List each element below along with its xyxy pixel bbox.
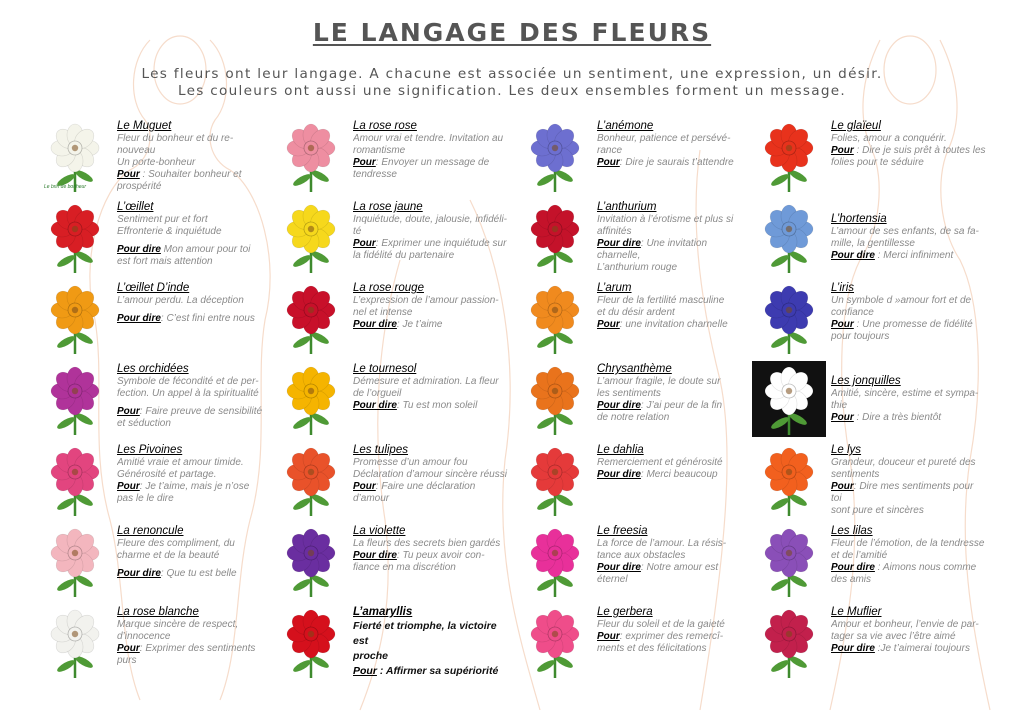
calla-icon — [518, 280, 592, 356]
flower-meaning: Fierté et triomphe, la victoire est proche — [353, 620, 497, 662]
flower-photo — [518, 118, 592, 194]
flower-text — [597, 199, 748, 274]
flower-photo — [38, 199, 112, 275]
flower-message — [597, 400, 748, 424]
message-text: : Dire mes sentiments pour toi sont pure et sincères — [831, 481, 974, 516]
flower-text — [353, 604, 514, 679]
anemone-icon — [518, 118, 592, 194]
flower-name: Le tournesol — [353, 363, 417, 375]
orchid-icon — [38, 361, 112, 437]
message-text: : Faire une déclaration d’amour — [353, 481, 476, 504]
flower-entry — [38, 604, 270, 685]
pour-label: Pour dire — [353, 550, 397, 561]
amaryllis-icon — [274, 604, 348, 680]
gladiolus-icon — [752, 118, 826, 194]
flower-entry — [752, 442, 986, 523]
flower-message — [831, 481, 986, 517]
flower-message — [353, 157, 514, 181]
flower-photo — [274, 118, 348, 194]
message-text: : Notre amour est éternel — [597, 562, 719, 585]
muguet-caption: Le brin de bonheur — [44, 184, 86, 190]
intro-text — [0, 66, 1024, 100]
lily-of-the-valley-icon — [38, 118, 112, 194]
pour-label: Pour dire — [597, 469, 641, 480]
flower-name: Le Muguet — [117, 120, 172, 132]
flower-name: Les Pivoines — [117, 444, 183, 456]
flower-meaning: Inquiétude, doute, jalousie, infidéli- té — [353, 214, 507, 237]
flower-text — [117, 118, 270, 193]
flower-name: La rose blanche — [117, 606, 199, 618]
pour-label: Pour dire — [831, 643, 875, 654]
flower-meaning: Remerciement et générosité — [597, 457, 723, 468]
message-text: : Affirmer sa supériorité — [376, 665, 499, 677]
pour-label: Pour dire — [597, 400, 641, 411]
flower-text — [831, 118, 986, 169]
flower-photo — [518, 361, 592, 437]
pour-label: Pour dire — [353, 319, 397, 330]
flower-meaning: Un symbole d »amour fort et de confiance — [831, 295, 972, 318]
flower-message — [117, 568, 270, 580]
flower-entry — [38, 523, 270, 604]
pour-label: Pour — [117, 643, 140, 654]
flower-name: Le lys — [831, 444, 862, 456]
message-text: : Une invitation charnelle, L’anthurium rouge — [597, 238, 708, 273]
flower-photo — [752, 361, 826, 437]
message-text: : Dire je saurais t’attendre — [619, 157, 734, 168]
flower-meaning: L’expression de l’amour passion- nel et intense — [353, 295, 499, 318]
flower-text — [353, 280, 514, 331]
flower-name: La rose rose — [353, 120, 417, 132]
flower-name: L’arum — [597, 282, 632, 294]
flower-message — [117, 169, 270, 193]
pour-label: Pour — [117, 481, 140, 492]
flower-photo — [38, 442, 112, 518]
flower-photo — [274, 280, 348, 356]
dahlia-icon — [518, 442, 592, 518]
intro-line-1: Les fleurs ont leur langage. A chacune est associée un sentiment, une expression, un désir. — [141, 66, 883, 82]
flower-text — [831, 361, 986, 424]
flower-meaning: Démesure et admiration. La fleur de l’orgueil — [353, 376, 499, 399]
flower-text — [353, 361, 514, 412]
flower-meaning: Fleure des compliment, du charme et de la beauté — [117, 538, 235, 561]
lilac-icon — [752, 523, 826, 599]
flower-grid — [38, 118, 988, 688]
flower-entry — [38, 361, 270, 442]
flower-name: La violette — [353, 525, 406, 537]
flower-message — [117, 406, 270, 430]
pour-label: Pour dire — [117, 313, 161, 324]
flower-text — [353, 523, 514, 574]
flower-name: Le glaïeul — [831, 120, 881, 132]
anthurium-icon — [518, 199, 592, 275]
flower-meaning: L’amour fragile, le doute sur les sentiments — [597, 376, 721, 399]
pour-label: Pour — [597, 319, 620, 330]
flower-message — [353, 319, 514, 331]
flower-photo — [274, 199, 348, 275]
flower-message — [831, 412, 986, 424]
gerbera-icon — [518, 604, 592, 680]
flower-meaning: Amitié vraie et amour timide. Générosité et partage. — [117, 457, 244, 480]
flower-photo — [38, 361, 112, 437]
pour-label: Pour — [353, 157, 376, 168]
flower-entry — [38, 442, 270, 523]
flower-photo — [752, 442, 826, 518]
flower-name: L’œillet — [117, 201, 154, 213]
flower-meaning: Symbole de fécondité et de per- fection. Un appel à la spiritualité — [117, 376, 259, 399]
flower-photo — [752, 523, 826, 599]
flower-message — [831, 643, 986, 655]
pour-label: Pour dire — [831, 250, 875, 261]
flower-text — [597, 280, 748, 331]
red-rose-icon — [274, 280, 348, 356]
flower-message — [597, 469, 748, 481]
flower-meaning: Marque sincère de respect, d’innocence — [117, 619, 239, 642]
flower-name: Le gerbera — [597, 606, 653, 618]
flower-message — [597, 319, 748, 331]
pour-label: Pour — [597, 157, 620, 168]
flower-name: L’anémone — [597, 120, 654, 132]
flower-entry — [274, 442, 514, 523]
lily-icon — [752, 442, 826, 518]
message-text: : Tu est mon soleil — [396, 400, 478, 411]
flower-message — [831, 562, 986, 586]
flower-text — [117, 523, 270, 580]
flower-name: Chrysanthème — [597, 363, 672, 375]
flower-message — [353, 400, 514, 412]
flower-meaning: Fleur du bonheur et du re- nouveau Un porte-bonheur — [117, 133, 234, 168]
message-text: : Dire a très bientôt — [853, 412, 942, 423]
flower-name: La rose jaune — [353, 201, 423, 213]
flower-entry — [274, 118, 514, 199]
flower-entry — [752, 199, 986, 280]
flower-entry — [518, 604, 748, 685]
flower-message — [353, 550, 514, 574]
flower-entry — [518, 199, 748, 280]
flower-entry — [274, 361, 514, 442]
flower-meaning: Grandeur, douceur et pureté des sentiments — [831, 457, 976, 480]
message-text: : une invitation charnelle — [619, 319, 728, 330]
flower-message — [597, 238, 748, 274]
flower-entry — [518, 280, 748, 361]
page-title: LE LANGAGE DES FLEURS — [312, 18, 712, 47]
flower-text — [831, 199, 986, 262]
flower-meaning: Promesse d’un amour fou Déclaration d’amour sincère réussi — [353, 457, 507, 480]
flower-message — [117, 313, 270, 325]
flower-photo — [752, 199, 826, 275]
pour-label: Pour — [831, 481, 854, 492]
flower-entry — [518, 523, 748, 604]
flower-text — [831, 523, 986, 586]
flower-message — [353, 664, 514, 679]
flower-text — [597, 604, 748, 655]
message-text: : J’ai peur de la fin de notre relation — [597, 400, 723, 423]
white-rose-icon — [38, 604, 112, 680]
flower-text — [597, 118, 748, 169]
flower-text — [831, 604, 986, 655]
flower-text — [117, 280, 270, 325]
flower-message — [117, 481, 270, 505]
flower-name: L’amaryllis — [353, 606, 413, 618]
narcissus-icon — [752, 361, 826, 437]
flower-photo — [274, 523, 348, 599]
flower-name: L’anthurium — [597, 201, 657, 213]
flower-name: L’œillet D’inde — [117, 282, 190, 294]
flower-entry — [752, 604, 986, 685]
message-text: : Merci beaucoup — [640, 469, 718, 480]
flower-photo — [752, 280, 826, 356]
pink-rose-icon — [274, 118, 348, 194]
violet-icon — [274, 523, 348, 599]
pour-label: Pour dire — [831, 562, 875, 573]
flower-meaning: La fleurs des secrets bien gardés — [353, 538, 501, 549]
flower-text — [353, 118, 514, 181]
flower-photo — [518, 523, 592, 599]
pour-label: Pour — [117, 169, 140, 180]
peony-icon — [38, 442, 112, 518]
message-text: :Je t’aimerai toujours — [874, 643, 970, 654]
flower-text — [117, 604, 270, 667]
message-text: : Que tu est belle — [160, 568, 237, 579]
message-text: : Envoyer un message de tendresse — [353, 157, 490, 180]
carnation-icon — [38, 199, 112, 275]
flower-text — [831, 442, 986, 517]
pour-label: Pour — [353, 481, 376, 492]
flower-message — [831, 145, 986, 169]
flower-entry — [752, 118, 986, 199]
flower-name: L’hortensia — [831, 213, 887, 225]
flower-entry — [274, 199, 514, 280]
message-text: : Aimons nous comme des amis — [831, 562, 977, 585]
flower-name: Le dahlia — [597, 444, 644, 456]
flower-photo — [274, 442, 348, 518]
message-text: : Souhaiter bonheur et prospérité — [117, 169, 242, 192]
message-text: : Dire je suis prêt à toutes les folies pour te séduire — [831, 145, 986, 168]
flower-entry — [752, 523, 986, 604]
message-text: : Faire preuve de sensibilité et séduction — [117, 406, 263, 429]
flower-meaning: Fleur de l’émotion, de la tendresse et de l’amitié — [831, 538, 985, 561]
flower-entry — [518, 361, 748, 442]
flower-photo — [38, 604, 112, 680]
message-text: : Merci infiniment — [874, 250, 954, 261]
flower-meaning: Folies, amour a conquérir. — [831, 133, 947, 144]
pour-label: Pour dire — [117, 244, 161, 255]
flower-entry — [38, 118, 270, 199]
iris-icon — [752, 280, 826, 356]
flower-message — [597, 562, 748, 586]
pour-label: Pour dire — [597, 562, 641, 573]
flower-message — [353, 481, 514, 505]
flower-photo — [518, 280, 592, 356]
flower-text — [117, 442, 270, 505]
hydrangea-icon — [752, 199, 826, 275]
flower-entry — [38, 280, 270, 361]
flower-name: Les orchidées — [117, 363, 189, 375]
flower-meaning: Fleur du soleil et de la gaieté — [597, 619, 725, 630]
flower-photo — [752, 604, 826, 680]
flower-name: Les jonquilles — [831, 375, 901, 387]
flower-name: La rose rouge — [353, 282, 424, 294]
flower-meaning: Sentiment pur et fort Effronterie & inquiétude — [117, 214, 222, 237]
pour-label: Pour dire — [117, 568, 161, 579]
message-text: : Je t’aime, mais je n’ose pas le le dire — [117, 481, 250, 504]
flower-message — [117, 643, 270, 667]
flower-entry — [518, 118, 748, 199]
pour-label: Pour — [597, 631, 620, 642]
sunflower-icon — [274, 361, 348, 437]
freesia-icon — [518, 523, 592, 599]
message-text: : Une promesse de fidélité pour toujours — [831, 319, 973, 342]
message-text: Mon amour pour toi est fort mais attention — [117, 244, 251, 267]
flower-meaning: La force de l’amour. La résis- tance aux obstacles — [597, 538, 727, 561]
flower-name: L’iris — [831, 282, 855, 294]
flower-meaning: Amitié, sincère, estime et sympa- thie — [831, 388, 979, 411]
flower-entry — [752, 361, 986, 442]
flower-entry — [274, 280, 514, 361]
flower-name: La renoncule — [117, 525, 184, 537]
message-text: : Exprimer une inquiétude sur la fidélité du partenaire — [353, 238, 507, 261]
message-text: : exprimer des remercî- ments et des félicitations — [597, 631, 724, 654]
flower-message — [831, 319, 986, 343]
pour-label: Pour dire — [353, 400, 397, 411]
message-text: : Exprimer des sentiments purs — [117, 643, 256, 666]
pour-label: Pour — [831, 412, 854, 423]
flower-entry — [274, 604, 514, 685]
flower-photo — [518, 442, 592, 518]
flower-photo — [518, 604, 592, 680]
pour-label: Pour — [353, 665, 377, 677]
chrysanthemum-icon — [518, 361, 592, 437]
intro-line-2: Les couleurs ont aussi une signification. Les deux ensembles forment un message. — [177, 83, 847, 99]
marigold-icon — [38, 280, 112, 356]
pour-label: Pour — [353, 238, 376, 249]
flower-message — [597, 631, 748, 655]
flower-message — [117, 244, 270, 268]
pour-label: Pour — [831, 319, 854, 330]
flower-photo — [274, 361, 348, 437]
flower-text — [597, 523, 748, 586]
flower-name: Le freesia — [597, 525, 648, 537]
flower-meaning: Bonheur, patience et persévé- rance — [597, 133, 731, 156]
message-text: : Je t’aime — [396, 319, 443, 330]
snapdragon-icon — [752, 604, 826, 680]
flower-entry — [274, 523, 514, 604]
pour-label: Pour dire — [597, 238, 641, 249]
message-text: : C’est fini entre nous — [160, 313, 255, 324]
flower-entry — [38, 199, 270, 280]
flower-name: Les lilas — [831, 525, 873, 537]
ranunculus-icon — [38, 523, 112, 599]
flower-name: Le Muflier — [831, 606, 882, 618]
flower-photo — [38, 280, 112, 356]
flower-text — [117, 199, 270, 268]
flower-meaning: Fleur de la fertilité masculine et du désir ardent — [597, 295, 725, 318]
flower-meaning: Amour et bonheur, l’envie de par- tager sa vie avec l’être aimé — [831, 619, 979, 642]
flower-meaning: L’amour perdu. La déception — [117, 295, 244, 306]
pour-label: Pour — [831, 145, 854, 156]
flower-message — [597, 157, 748, 169]
flower-entry — [518, 442, 748, 523]
message-text: : Tu peux avoir con- fiance en ma discrétion — [353, 550, 485, 573]
flower-name: Les tulipes — [353, 444, 408, 456]
flower-message — [353, 238, 514, 262]
flower-photo — [38, 523, 112, 599]
pour-label: Pour — [117, 406, 140, 417]
flower-text — [831, 280, 986, 343]
flower-text — [597, 361, 748, 424]
flower-text — [597, 442, 748, 481]
flower-photo — [752, 118, 826, 194]
flower-meaning: L’amour de ses enfants, de sa fa- mille, la gentillesse — [831, 226, 979, 249]
flower-photo — [518, 199, 592, 275]
yellow-rose-icon — [274, 199, 348, 275]
flower-entry — [752, 280, 986, 361]
flower-text — [117, 361, 270, 430]
flower-photo — [38, 118, 112, 194]
flower-text — [353, 442, 514, 505]
flower-text — [353, 199, 514, 262]
flower-photo — [274, 604, 348, 680]
flower-message — [831, 250, 986, 262]
flower-meaning: Invitation à l’érotisme et plus si affinités — [597, 214, 734, 237]
tulips-icon — [274, 442, 348, 518]
flower-meaning: Amour vrai et tendre. Invitation au romantisme — [353, 133, 504, 156]
